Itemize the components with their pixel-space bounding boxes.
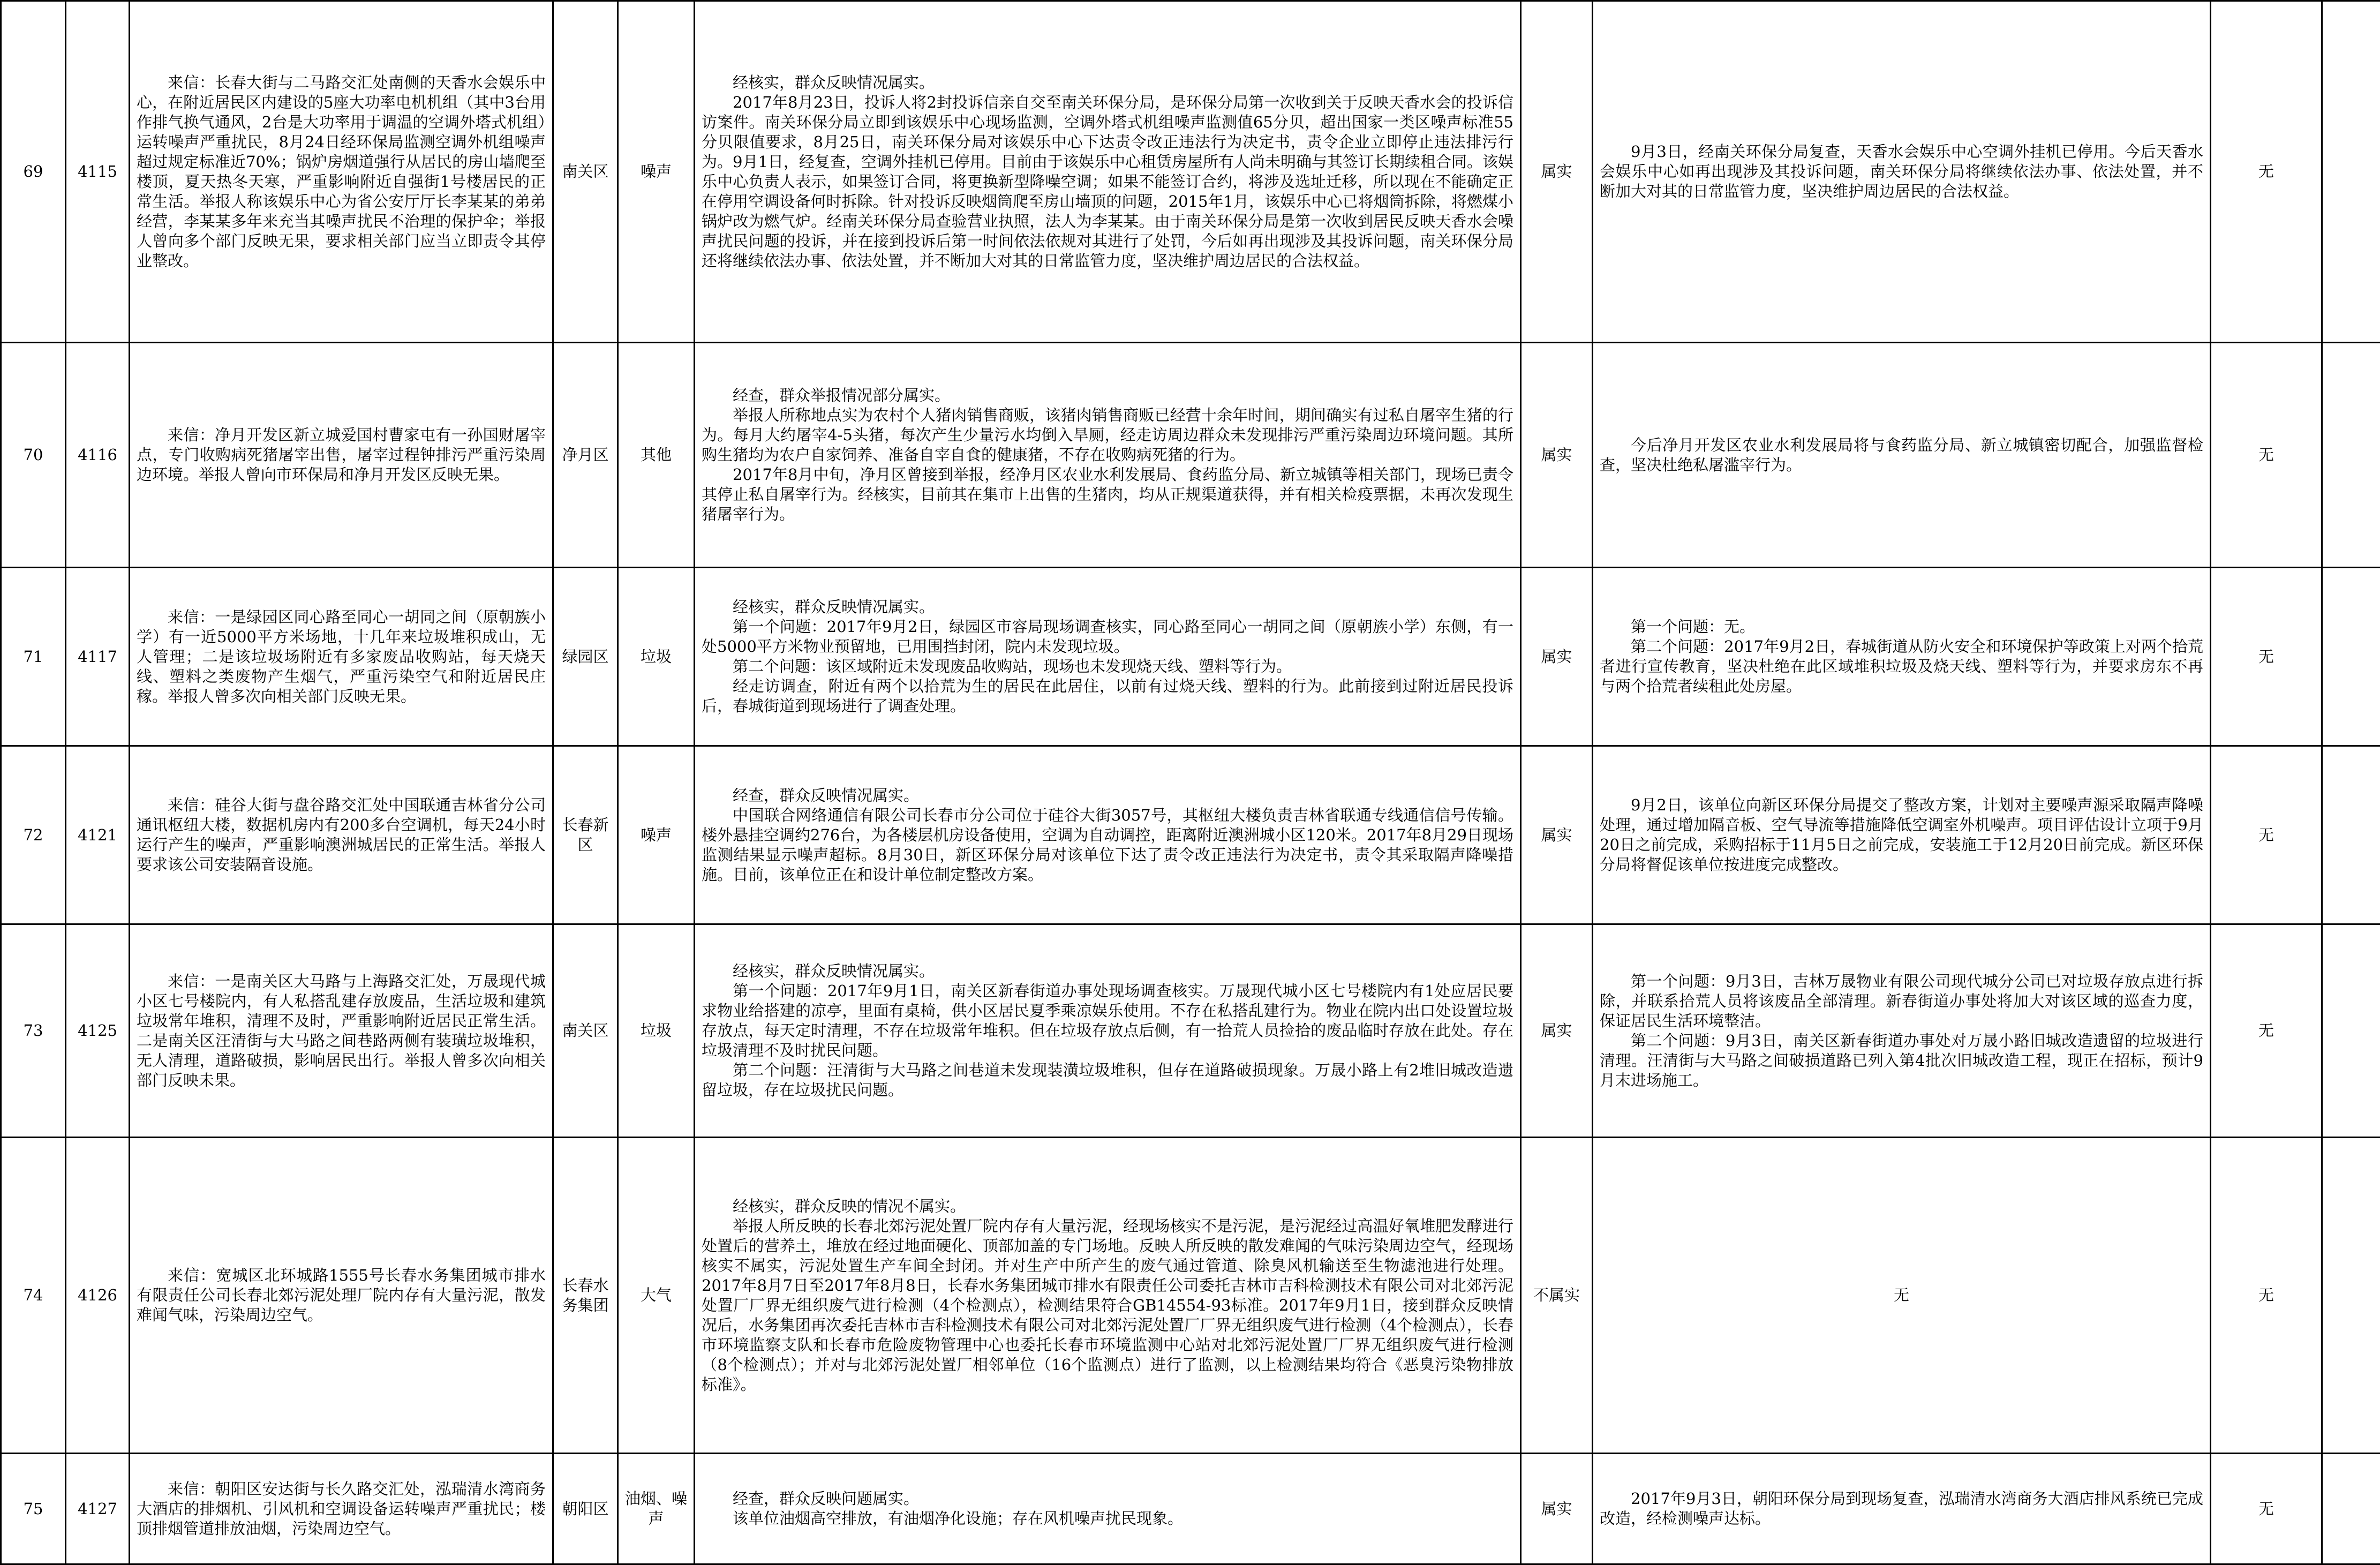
findings-paragraph: 第二个问题：该区域附近未发现废品收购站，现场也未发现烧天线、塑料等行为。 xyxy=(702,657,1513,676)
findings-paragraph: 经核实，群众反映情况属实。 xyxy=(702,73,1513,93)
complaint-cell xyxy=(130,343,553,568)
table-row xyxy=(1,1138,2380,1454)
case-id: 4115 xyxy=(66,1,130,343)
findings-cell xyxy=(695,1,1521,343)
district-cell: 长春新区 xyxy=(553,746,618,924)
findings-cell xyxy=(695,924,1521,1138)
complaint-cell xyxy=(130,1138,553,1454)
findings-paragraph: 经走访调查，附近有两个以拾荒为生的居民在此居住，以前有过烧天线、塑料的行为。此前接到过附近居民投诉后，春城街道到现场进行了调查处理。 xyxy=(702,676,1513,716)
case-id: 4121 xyxy=(66,746,130,924)
handling-paragraph: 9月3日，经南关环保分局复查，天香水会娱乐中心空调外挂机已停用。今后天香水会娱乐中心如再出现涉及其投诉问题，南关环保分局将继续依法办事、依法处置，并不断加大对其的日常监管力度，坚决维护周边居民的合法权益。 xyxy=(1600,142,2203,201)
table-row xyxy=(1,746,2380,924)
findings-paragraph: 经核实，群众反映的情况不属实。 xyxy=(702,1197,1513,1216)
category-cell: 垃圾 xyxy=(618,924,695,1138)
district-cell: 朝阳区 xyxy=(553,1454,618,1564)
category-cell: 油烟、噪声 xyxy=(618,1454,695,1564)
row-index: 75 xyxy=(1,1454,66,1564)
findings-paragraph: 第二个问题：汪清街与大马路之间巷道未发现装潢垃圾堆积，但存在道路破损现象。万晟小路上有2堆旧城改造遗留垃圾，存在垃圾扰民问题。 xyxy=(702,1060,1513,1100)
verdict-cell: 属实 xyxy=(1521,343,1593,568)
complaint-cell xyxy=(130,1454,553,1564)
handling-cell xyxy=(1593,746,2211,924)
complaint-text: 来信：宽城区北环城路1555号长春水务集团城市排水有限责任公司长春北郊污泥处理厂院内存有大量污泥，散发难闻气味，污染周边空气。 xyxy=(137,1266,546,1325)
handling-cell xyxy=(1593,343,2211,568)
verdict-cell: 不属实 xyxy=(1521,1138,1593,1454)
complaint-cell xyxy=(130,746,553,924)
table-row xyxy=(1,924,2380,1138)
handling-paragraph: 第二个问题：9月3日，南关区新春街道办事处对万晟小路旧城改造遗留的垃圾进行清理。汪清街与大马路之间破损道路已列入第4批次旧城改造工程，现正在招标，预计9月末进场施工。 xyxy=(1600,1031,2203,1090)
district-cell: 南关区 xyxy=(553,924,618,1138)
findings-paragraph: 第一个问题：2017年9月2日，绿园区市容局现场调查核实，同心路至同心一胡同之间（原朝族小学）东侧，有一处5000平方米物业预留地，已用围挡封闭，院内未发现垃圾。 xyxy=(702,617,1513,657)
findings-cell xyxy=(695,1454,1521,1564)
accountability-cell: 无 xyxy=(2211,746,2322,924)
complaint-cell xyxy=(130,924,553,1138)
verdict-cell: 属实 xyxy=(1521,1,1593,343)
findings-cell xyxy=(695,568,1521,746)
row-index: 70 xyxy=(1,343,66,568)
handling-cell: 无 xyxy=(1593,1138,2211,1454)
empty-cell xyxy=(2322,1454,2380,1564)
complaint-cell xyxy=(130,1,553,343)
findings-paragraph: 经核实，群众反映情况属实。 xyxy=(702,597,1513,617)
category-cell: 噪声 xyxy=(618,1,695,343)
handling-paragraph: 第二个问题：2017年9月2日，春城街道从防火安全和环境保护等政策上对两个拾荒者进行宣传教育，坚决杜绝在此区域堆积垃圾及烧天线、塑料等行为，并要求房东不再与两个拾荒者续租此处房屋。 xyxy=(1600,637,2203,696)
handling-cell xyxy=(1593,568,2211,746)
handling-paragraph: 第一个问题：9月3日，吉林万晟物业有限公司现代城分公司已对垃圾存放点进行拆除，并联系拾荒人员将该废品全部清理。新春街道办事处将加大对该区域的巡查力度，保证居民生活环境整洁。 xyxy=(1600,972,2203,1031)
complaint-text: 来信：一是南关区大马路与上海路交汇处，万晟现代城小区七号楼院内，有人私搭乱建存放废品，生活垃圾和建筑垃圾常年堆积，清理不及时，严重影响附近居民正常生活。二是南关区汪清街与大马路之间巷路两侧有装璜垃圾堆积，无人清理，道路破损，影响居民出行。举报人曾多次向相关部门反映未果。 xyxy=(137,972,546,1090)
handling-paragraph: 第一个问题：无。 xyxy=(1600,617,2203,637)
table-row xyxy=(1,343,2380,568)
findings-paragraph: 经查，群众举报情况部分属实。 xyxy=(702,386,1513,405)
findings-cell xyxy=(695,343,1521,568)
verdict-cell: 属实 xyxy=(1521,1454,1593,1564)
district-cell: 长春水务集团 xyxy=(553,1138,618,1454)
row-index: 73 xyxy=(1,924,66,1138)
verdict-cell: 属实 xyxy=(1521,924,1593,1138)
case-id: 4116 xyxy=(66,343,130,568)
accountability-cell: 无 xyxy=(2211,343,2322,568)
row-index: 71 xyxy=(1,568,66,746)
empty-cell xyxy=(2322,746,2380,924)
empty-cell xyxy=(2322,568,2380,746)
case-id: 4125 xyxy=(66,924,130,1138)
handling-paragraph: 2017年9月3日，朝阳环保分局到现场复查，泓瑞清水湾商务大酒店排风系统已完成改造，经检测噪声达标。 xyxy=(1600,1489,2203,1529)
accountability-cell: 无 xyxy=(2211,1454,2322,1564)
table-row xyxy=(1,1,2380,343)
complaint-cell xyxy=(130,568,553,746)
table-row xyxy=(1,1454,2380,1564)
findings-paragraph: 2017年8月中旬，净月区曾接到举报，经净月区农业水利发展局、食药监分局、新立城镇等相关部门，现场已责令其停止私自屠宰行为。经核实，目前其在集市上出售的生猪肉，均从正规渠道获得，并有相关检疫票据，未再次发现生猪屠宰行为。 xyxy=(702,465,1513,524)
district-cell: 南关区 xyxy=(553,1,618,343)
findings-cell xyxy=(695,1138,1521,1454)
findings-paragraph: 该单位油烟高空排放，有油烟净化设施；存在风机噪声扰民现象。 xyxy=(702,1509,1513,1529)
findings-paragraph: 经核实，群众反映情况属实。 xyxy=(702,961,1513,981)
accountability-cell: 无 xyxy=(2211,924,2322,1138)
accountability-cell: 无 xyxy=(2211,1138,2322,1454)
complaint-text: 来信：朝阳区安达街与长久路交汇处，泓瑞清水湾商务大酒店的排烟机、引风机和空调设备运转噪声严重扰民；楼顶排烟管道排放油烟，污染周边空气。 xyxy=(137,1479,546,1539)
findings-paragraph: 经查，群众反映问题属实。 xyxy=(702,1489,1513,1509)
empty-cell xyxy=(2322,1138,2380,1454)
row-index: 74 xyxy=(1,1138,66,1454)
case-id: 4127 xyxy=(66,1454,130,1564)
verdict-cell: 属实 xyxy=(1521,746,1593,924)
handling-paragraph: 今后净月开发区农业水利发展局将与食药监分局、新立城镇密切配合，加强监督检查，坚决杜绝私屠滥宰行为。 xyxy=(1600,435,2203,475)
findings-cell xyxy=(695,746,1521,924)
district-cell: 净月区 xyxy=(553,343,618,568)
table-row xyxy=(1,568,2380,746)
empty-cell xyxy=(2322,343,2380,568)
handling-cell xyxy=(1593,1454,2211,1564)
case-id: 4126 xyxy=(66,1138,130,1454)
findings-paragraph: 第一个问题：2017年9月1日，南关区新春街道办事处现场调查核实。万晟现代城小区七号楼院内有1处应居民要求物业给搭建的凉亭，里面有桌椅，供小区居民夏季乘凉娱乐使用。不存在私搭乱建行为。物业在院内出口处设置垃圾存放点，每天定时清理，不存在垃圾常年堆积。但在垃圾存放点后侧，有一拾荒人员捡拾的废品临时存放在此处。存在垃圾清理不及时扰民问题。 xyxy=(702,981,1513,1060)
handling-cell xyxy=(1593,1,2211,343)
category-cell: 大气 xyxy=(618,1138,695,1454)
verdict-cell: 属实 xyxy=(1521,568,1593,746)
row-index: 69 xyxy=(1,1,66,343)
findings-paragraph: 经查，群众反映情况属实。 xyxy=(702,786,1513,806)
empty-cell xyxy=(2322,1,2380,343)
district-cell: 绿园区 xyxy=(553,568,618,746)
complaint-text: 来信：一是绿园区同心路至同心一胡同之间（原朝族小学）有一近5000平方米场地，十几年来垃圾堆积成山，无人管理；二是该垃圾场附近有多家废品收购站，每天烧天线、塑料之类废物产生烟气，严重污染空气和附近居民庄稼。举报人曾多次向相关部门反映无果。 xyxy=(137,607,546,706)
complaint-text: 来信：长春大街与二马路交汇处南侧的天香水会娱乐中心，在附近居民区内建设的5座大功率电机机组（其中3台用作排气换气通风，2台是大功率用于调温的空调外塔式机组）运转噪声严重扰民，8月24日经环保局监测空调外机组噪声超过规定标准近70%；锅炉房烟道强行从居民的房山墙爬至楼顶，夏天热冬天寒，严重影响附近自强街1号楼居民的正常生活。举报人称该娱乐中心为省公安厅厅长李某某的弟弟经营，李某某多年来充当其噪声扰民不治理的保护伞；举报人曾向多个部门反映无果，要求相关部门应当立即责令其停业整改。 xyxy=(137,73,546,271)
handling-paragraph: 9月2日，该单位向新区环保分局提交了整改方案，计划对主要噪声源采取隔声降噪处理，通过增加隔音板、空气导流等措施降低空调室外机噪声。项目评估设计立项于9月20日之前完成，采购招标于11月5日之前完成，安装施工于12月20日前完成。新区环保分局将督促该单位按进度完成整改。 xyxy=(1600,795,2203,875)
category-cell: 噪声 xyxy=(618,746,695,924)
case-id: 4117 xyxy=(66,568,130,746)
row-index: 72 xyxy=(1,746,66,924)
complaint-text: 来信：净月开发区新立城爱国村曹家屯有一孙国财屠宰点，专门收购病死猪屠宰出售，屠宰过程钟排污严重污染周边环境。举报人曾向市环保局和净月开发区反映无果。 xyxy=(137,425,546,485)
category-cell: 其他 xyxy=(618,343,695,568)
accountability-cell: 无 xyxy=(2211,568,2322,746)
accountability-cell: 无 xyxy=(2211,1,2322,343)
complaint-text: 来信：硅谷大街与盘谷路交汇处中国联通吉林省分公司通讯枢纽大楼，数据机房内有200多台空调机，每天24小时运行产生的噪声，严重影响澳洲城居民的正常生活。举报人要求该公司安装隔音设施。 xyxy=(137,795,546,875)
empty-cell xyxy=(2322,924,2380,1138)
category-cell: 垃圾 xyxy=(618,568,695,746)
findings-paragraph: 举报人所反映的长春北郊污泥处置厂院内存有大量污泥，经现场核实不是污泥，是污泥经过高温好氧堆肥发酵进行处置后的营养土，堆放在经过地面硬化、顶部加盖的专门场地。反映人所反映的散发难闻的气味污染周边空气，经现场核实不属实，污泥处置生产车间全封闭。并对生产中所产生的废气通过管道、除臭风机输送至生物滤池进行处理。2017年8月7日至2017年8月8日，长春水务集团城市排水有限责任公司委托吉林市吉科检测技术有限公司对北郊污泥处置厂厂界无组织废气进行检测（4个检测点），检测结果符合GB14554-93标准。2017年9月1日，接到群众反映情况后，水务集团再次委托吉林市吉科检测技术有限公司对北郊污泥处置厂厂界无组织废气进行检测（4个检测点），长春市环境监察支队和长春市危险废物管理中心也委托长春市环境监测中心站对北郊污泥处置厂厂界无组织废气进行检测（8个检测点）；并对与北郊污泥处置厂相邻单位（16个监测点）进行了监测，以上检测结果均符合《恶臭污染物排放标准》。 xyxy=(702,1216,1513,1395)
findings-paragraph: 2017年8月23日，投诉人将2封投诉信亲自交至南关环保分局，是环保分局第一次收到关于反映天香水会的投诉信访案件。南关环保分局立即到该娱乐中心现场监测，空调外塔式机组噪声监测值65分贝，超出国家一类区噪声标准55分贝限值要求，8月25日，南关环保分局对该娱乐中心下达责令改正违法行为决定书，责令企业立即停止违法排污行为。9月1日，经复查，空调外挂机已停用。目前由于该娱乐中心租赁房屋所有人尚未明确与其签订长期续租合同。该娱乐中心负责人表示，如果签订合同，将更换新型降噪空调；如果不能签订合约，将涉及选址迁移，所以现在不能确定正在停用空调设备何时拆除。针对投诉反映烟筒爬至房山墙顶的问题，2015年1月，该娱乐中心已将烟筒拆除，将燃煤小锅炉改为燃气炉。经南关环保分局查验营业执照，法人为李某某。由于南关环保分局是第一次收到居民反映天香水会噪声扰民问题的投诉，并在接到投诉后第一时间依法依规对其进行了处罚，今后如再出现涉及其投诉问题，南关环保分局还将继续依法办事、依法处置，并不断加大对其的日常监管力度，坚决维护周边居民的合法权益。 xyxy=(702,93,1513,271)
handling-cell xyxy=(1593,924,2211,1138)
findings-paragraph: 中国联合网络通信有限公司长春市分公司位于硅谷大街3057号，其枢纽大楼负责吉林省联通专线通信信号传输。楼外悬挂空调约276台，为各楼层机房设备使用，空调为自动调控，距离附近澳洲城小区120米。2017年8月29日现场监测结果显示噪声超标。8月30日，新区环保分局对该单位下达了责令改正违法行为决定书，责令其采取隔声降噪措施。目前，该单位正在和设计单位制定整改方案。 xyxy=(702,806,1513,885)
findings-paragraph: 举报人所称地点实为农村个人猪肉销售商贩，该猪肉销售商贩已经营十余年时间，期间确实有过私自屠宰生猪的行为。每月大约屠宰4-5头猪，每次产生少量污水均倒入旱厕，经走访周边群众未发现排污严重污染周边环境问题。其所购生猪均为农户自家饲养、准备自宰自食的健康猪，不存在收购病死猪的行为。 xyxy=(702,405,1513,465)
